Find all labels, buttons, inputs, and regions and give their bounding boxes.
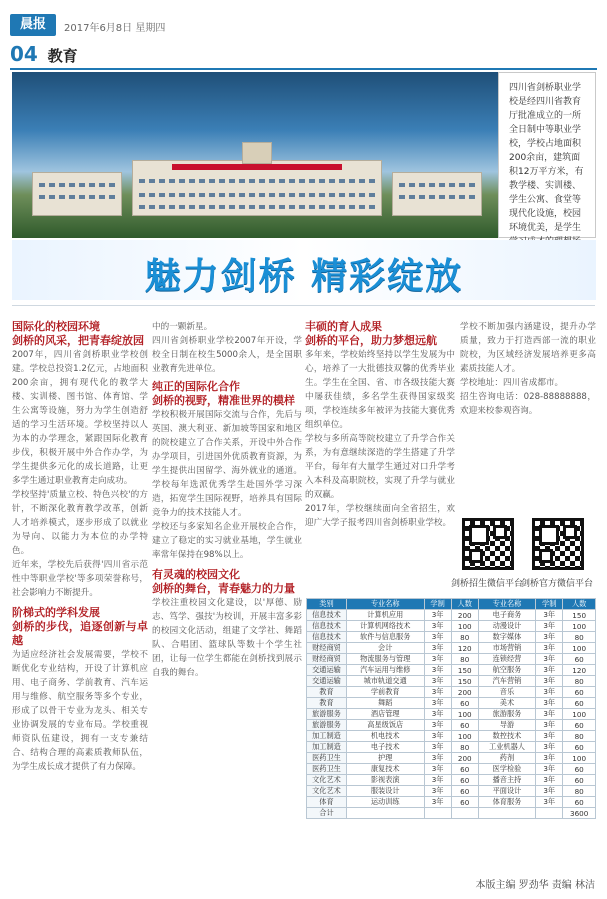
table-cell: 3年 (536, 753, 563, 764)
table-cell: 3年 (424, 797, 451, 808)
table-category-cell: 信息技术 (307, 610, 347, 621)
table-cell: 60 (451, 764, 478, 775)
table-cell: 3年 (424, 742, 451, 753)
table-row (307, 632, 596, 643)
table-cell: 体育服务 (478, 797, 535, 808)
table-cell: 3年 (536, 643, 563, 654)
qr-left-label: 剑桥招生微信平台 (450, 579, 523, 589)
column-3 (305, 320, 455, 590)
table-category-cell: 信息技术 (307, 621, 347, 632)
photo-building-right (392, 172, 482, 216)
table-cell: 数控技术 (478, 731, 535, 742)
c1-paragraph-4: 为适应经济社会发展需要，学校不断优化专业结构，开设了计算机应用、电子商务、学前教育、汽车运用与维修、航空服务等多个专业，形成了以骨干专业为龙头、相关专业协调发展的专业布局。学校重视师资队伍建设，拥有一支专兼结合、结构合理的高素质教师队伍，为学生成长成才提供了有力保障。 (12, 650, 148, 772)
table-cell: 3年 (424, 698, 451, 709)
c2-heading-2 (152, 568, 302, 596)
table-header-row (307, 599, 596, 610)
table-cell: 播音主持 (478, 775, 535, 786)
c2-top-note: 中的一颗新星。 (152, 322, 213, 332)
table-cell: 机电技术 (347, 731, 425, 742)
c3-heading-line2: 剑桥的平台，助力梦想远航 (305, 334, 437, 347)
table-cell: 3年 (424, 654, 451, 665)
table-cell: 3年 (536, 610, 563, 621)
table-header-cell: 学制 (536, 599, 563, 610)
table-cell: 3年 (536, 687, 563, 698)
table-row (307, 698, 596, 709)
table-cell: 汽车运用与维修 (347, 665, 425, 676)
table-cell: 60 (451, 698, 478, 709)
table-cell: 60 (563, 687, 596, 698)
table-category-cell: 交通运输 (307, 665, 347, 676)
table-category-cell: 体育 (307, 797, 347, 808)
table-cell: 3年 (424, 632, 451, 643)
c2-paragraph-4: 学校注重校园文化建设，以'厚德、励志、笃学、强技'为校训，开展丰富多彩的校园文化活动，组建了文学社、舞蹈队、合唱团、篮球队等数十个学生社团，让每一位学生都能在剑桥找到展示自我的舞台。 (152, 598, 302, 678)
page-number: 04 (10, 42, 38, 66)
table-cell: 3年 (536, 797, 563, 808)
table-row (307, 753, 596, 764)
headline-banner (12, 240, 596, 300)
table-cell: 60 (563, 698, 596, 709)
table-cell: 电子技术 (347, 742, 425, 753)
page-info (10, 42, 78, 66)
table-cell: 影视表演 (347, 775, 425, 786)
table-cell: 平面设计 (478, 786, 535, 797)
table-cell: 汽车营销 (478, 676, 535, 687)
c1-paragraph-2: 学校坚持'质量立校、特色兴校'的方针，不断深化教育教学改革，创新人才培养模式，逐步形成了以就业为导向、以能力为本位的办学特色。 (12, 490, 148, 556)
table-category-cell: 医药卫生 (307, 764, 347, 775)
table-cell: 3年 (536, 654, 563, 665)
table-header-cell: 类别 (307, 599, 347, 610)
c2-heading2-line2: 剑桥的舞台，青春魅力的力量 (152, 582, 295, 595)
table-cell: 60 (563, 775, 596, 786)
table-cell: 3年 (536, 786, 563, 797)
table-category-cell: 文化艺术 (307, 786, 347, 797)
table-cell (451, 808, 478, 819)
table-cell: 舞蹈 (347, 698, 425, 709)
table-header-cell: 人数 (451, 599, 478, 610)
table-row (307, 709, 596, 720)
table-category-cell: 信息技术 (307, 632, 347, 643)
qr-code-left[interactable] (462, 518, 514, 570)
c4-paragraph-1: 学校不断加强内涵建设，提升办学质量，致力于打造西部一流的职业院校，为区域经济发展培养更多高素质技能人才。 (460, 322, 596, 374)
table-cell: 100 (563, 621, 596, 632)
table-cell: 音乐 (478, 687, 535, 698)
table-cell: 80 (451, 632, 478, 643)
table-row (307, 808, 596, 819)
column-1 (12, 320, 148, 880)
c1-heading2-line2: 剑桥的步伐，追逐创新与卓越 (12, 620, 148, 647)
table-cell: 高星级饭店 (347, 720, 425, 731)
table-cell: 3年 (424, 621, 451, 632)
table-cell: 3年 (536, 709, 563, 720)
photo-building-left (32, 172, 122, 216)
table-cell: 100 (451, 621, 478, 632)
table-row (307, 665, 596, 676)
table-row (307, 731, 596, 742)
table-cell: 100 (563, 643, 596, 654)
table-cell: 100 (563, 709, 596, 720)
c1-paragraph-1: 2007年，四川省剑桥职业学校创建。学校总投资1.2亿元，占地面积200余亩，拥有现代化的教学大楼、实训楼、图书馆、体育馆、学生公寓等设施，努力为学生创造舒适的学习生活环境。学校坚持以人为本的办学理念，紧跟国际化教育步伐，积极开展中外合作办学，为学生提供多元化的成长道路，让更多学生通过职业教育走向成功。 (12, 350, 148, 486)
table-header-cell: 专业名称 (347, 599, 425, 610)
table-header-cell: 专业名称 (478, 599, 535, 610)
table-cell: 3年 (424, 731, 451, 742)
table-cell: 80 (563, 786, 596, 797)
c2-heading-line2: 剑桥的视野，精准世界的模样 (152, 394, 295, 407)
table-cell: 康复技术 (347, 764, 425, 775)
divider (12, 305, 595, 306)
table-row (307, 775, 596, 786)
table-cell: 3年 (536, 731, 563, 742)
column-2 (152, 320, 302, 880)
c4-paragraph-3: 招生咨询电话：028-88888888，欢迎来校参观咨询。 (460, 392, 596, 416)
table-cell: 3年 (536, 665, 563, 676)
table-cell: 3年 (424, 687, 451, 698)
table-row (307, 742, 596, 753)
table-category-cell: 财经商贸 (307, 654, 347, 665)
table-header-cell: 学制 (424, 599, 451, 610)
table-cell: 3年 (536, 632, 563, 643)
table-cell: 3年 (424, 643, 451, 654)
table-cell: 120 (451, 643, 478, 654)
table-row (307, 797, 596, 808)
issue-date: 2017年6月8日 星期四 (64, 23, 166, 34)
table-category-cell: 交通运输 (307, 676, 347, 687)
table-cell (347, 808, 425, 819)
table-cell: 3年 (536, 698, 563, 709)
table-cell: 60 (563, 654, 596, 665)
table-cell: 导游 (478, 720, 535, 731)
table-cell: 工业机器人 (478, 742, 535, 753)
table-cell: 动漫设计 (478, 621, 535, 632)
table-cell: 美术 (478, 698, 535, 709)
table-cell: 60 (451, 720, 478, 731)
table-cell: 运动训练 (347, 797, 425, 808)
table-cell: 3年 (424, 720, 451, 731)
table-cell: 60 (563, 797, 596, 808)
table-row (307, 786, 596, 797)
table-cell: 3年 (424, 775, 451, 786)
table-cell: 100 (451, 709, 478, 720)
table-row (307, 764, 596, 775)
table-cell: 60 (451, 786, 478, 797)
table-cell (424, 808, 451, 819)
c1-heading (12, 320, 148, 348)
table-row (307, 621, 596, 632)
table-cell: 城市轨道交通 (347, 676, 425, 687)
table-cell: 80 (451, 654, 478, 665)
enrollment-table (306, 598, 596, 870)
table-header-cell: 人数 (563, 599, 596, 610)
c4-paragraph-2: 学校地址：四川省成都市。 (460, 378, 564, 388)
table-cell: 3年 (424, 676, 451, 687)
table-cell: 80 (563, 731, 596, 742)
table-cell: 120 (563, 665, 596, 676)
table-cell: 60 (563, 764, 596, 775)
header-rule (10, 68, 597, 70)
table-cell: 3年 (536, 775, 563, 786)
table-cell: 3年 (424, 753, 451, 764)
photo-tower (242, 142, 272, 164)
table-cell: 护理 (347, 753, 425, 764)
table-cell: 计算机网络技术 (347, 621, 425, 632)
c3-heading-line1: 丰硕的育人成果 (305, 320, 382, 333)
c1-heading2-line1: 阶梯式的学科发展 (12, 606, 100, 619)
table-cell: 旅游服务 (478, 709, 535, 720)
table-cell: 药剂 (478, 753, 535, 764)
c2-paragraph-2: 学校积极开展国际交流与合作，先后与英国、澳大利亚、新加坡等国家和地区的院校建立了合作关系，开设中外合作办学项目，引进国外优质教育资源，为学生提供出国留学、海外就业的通道。学校每年选派优秀学生赴国外学习深造，拓宽学生国际视野，培养具有国际竞争力的技术技能人才。 (152, 410, 302, 518)
table-category-cell: 教育 (307, 698, 347, 709)
table-cell: 200 (451, 687, 478, 698)
table-cell: 3600 (563, 808, 596, 819)
table-cell: 医学检验 (478, 764, 535, 775)
table-cell: 电子商务 (478, 610, 535, 621)
table-cell: 150 (451, 665, 478, 676)
table-category-cell: 旅游服务 (307, 709, 347, 720)
table-cell: 100 (563, 753, 596, 764)
table-cell: 计算机应用 (347, 610, 425, 621)
table-cell: 服装设计 (347, 786, 425, 797)
table-cell: 学前教育 (347, 687, 425, 698)
table-cell: 3年 (536, 621, 563, 632)
table-category-cell: 合计 (307, 808, 347, 819)
table-cell: 60 (563, 742, 596, 753)
footer-credit: 本版主编 罗劲华 责编 林洁 (475, 880, 595, 891)
table-category-cell: 教育 (307, 687, 347, 698)
table-cell: 3年 (424, 709, 451, 720)
table-cell: 60 (451, 797, 478, 808)
table-cell: 连锁经营 (478, 654, 535, 665)
table-row (307, 687, 596, 698)
qr-right-label: 剑桥官方微信平台 (520, 579, 593, 589)
c3-paragraph-2: 学校与多所高等院校建立了升学合作关系，为有意继续深造的学生搭建了升学平台，每年有大量学生通过对口升学考入本科及高职院校，实现了升学与就业的双赢。 (305, 434, 455, 500)
photo-caption: 四川省剑桥职业学校是经四川省教育厅批准成立的一所全日制中等职业学校，学校占地面积200余亩，建筑面积12万平方米，有教学楼、实训楼、学生公寓、食堂等现代化设施，校园环境优美，是学生 (498, 72, 596, 238)
c2-heading (152, 380, 302, 408)
photo-sign (172, 164, 342, 170)
table-row (307, 676, 596, 687)
table-cell: 80 (563, 632, 596, 643)
table-cell: 数字媒体 (478, 632, 535, 643)
c1-heading-line1: 国际化的校园环境 (12, 320, 100, 333)
table-cell: 会计 (347, 643, 425, 654)
table-row (307, 610, 596, 621)
table-category-cell: 财经商贸 (307, 643, 347, 654)
c2-paragraph-3: 学校还与多家知名企业开展校企合作，建立了稳定的实习就业基地，学生就业率常年保持在98%以上。 (152, 522, 302, 560)
table-cell: 3年 (424, 786, 451, 797)
table-category-cell: 旅游服务 (307, 720, 347, 731)
table-cell: 150 (563, 610, 596, 621)
section-title: 教育 (47, 47, 78, 65)
table-cell: 软件与信息服务 (347, 632, 425, 643)
table-cell: 200 (451, 753, 478, 764)
table-cell: 3年 (424, 665, 451, 676)
table-cell: 3年 (424, 610, 451, 621)
c3-paragraph-1: 多年来，学校始终坚持以学生发展为中心，培养了一大批德技双馨的优秀毕业生。学生在全国、省、市各级技能大赛中屡获佳绩，多名学生获得国家级奖项，学校连续多年被评为技能大赛优秀组织单位。 (305, 350, 455, 430)
c2-heading-line1: 纯正的国际化合作 (152, 380, 240, 393)
masthead-logo: 晨报 (10, 14, 56, 36)
c1-heading-line2: 剑桥的风采，把青春绽放园 (12, 334, 144, 347)
c1-paragraph-3: 近年来，学校先后获得'四川省示范性中等职业学校'等多项荣誉称号，社会影响力不断提升。 (12, 560, 148, 598)
table-cell: 3年 (424, 764, 451, 775)
table-cell: 100 (451, 731, 478, 742)
table-cell: 200 (451, 610, 478, 621)
table-cell (478, 808, 535, 819)
table-cell: 80 (563, 676, 596, 687)
table-cell: 3年 (536, 764, 563, 775)
table-cell: 物流服务与管理 (347, 654, 425, 665)
headline: 魅力剑桥 精彩绽放 (144, 255, 464, 297)
table-cell (536, 808, 563, 819)
table-cell: 市场营销 (478, 643, 535, 654)
qr-code-right[interactable] (532, 518, 584, 570)
table-cell: 航空服务 (478, 665, 535, 676)
c3-heading (305, 320, 455, 348)
table-cell: 60 (563, 720, 596, 731)
table-cell: 3年 (536, 676, 563, 687)
table-cell: 80 (451, 742, 478, 753)
table-category-cell: 医药卫生 (307, 753, 347, 764)
c3-paragraph-3: 2017年，学校继续面向全省招生，欢迎广大学子报考四川省剑桥职业学校。 (305, 504, 455, 528)
table-row (307, 654, 596, 665)
c2-heading2-line1: 有灵魂的校园文化 (152, 568, 240, 581)
c1-heading-2 (12, 606, 148, 648)
table-row (307, 643, 596, 654)
table-category-cell: 加工制造 (307, 731, 347, 742)
column-4 (460, 320, 596, 510)
table-category-cell: 加工制造 (307, 742, 347, 753)
c2-paragraph-1: 四川省剑桥职业学校2007年开设，学校全日制在校生5000余人，是全国职业教育先进单位。 (152, 336, 302, 374)
table-cell: 3年 (536, 720, 563, 731)
table-cell: 150 (451, 676, 478, 687)
page-header (10, 10, 597, 66)
table-row (307, 720, 596, 731)
table-cell: 酒店管理 (347, 709, 425, 720)
table-cell: 3年 (536, 742, 563, 753)
table-category-cell: 文化艺术 (307, 775, 347, 786)
table-cell: 60 (451, 775, 478, 786)
campus-photo (12, 72, 498, 238)
